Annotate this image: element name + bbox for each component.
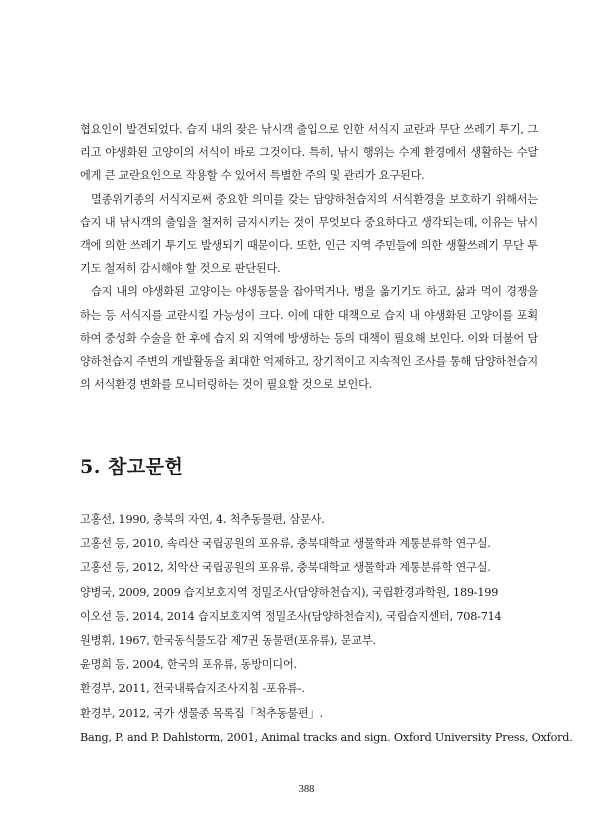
body-paragraph: 멸종위기종의 서식지로써 중요한 의미를 갖는 담양하천습지의 서식환경을 보호하기 위해서는 습지 내 낚시객의 출입을 철저히 금지시키는 것이 무엇보다 중요하다고 생각되는데, 이유는 낚시객에 의한 쓰레기 투기도 발생되기 때문이다. 또한, 인근 지역 주민들에 의한 생활쓰레기 무단 투기도 철저히 감시해야 할 것으로 판단된다.: [80, 192, 538, 276]
reference-item: 원병휘, 1967, 한국동식물도감 제7권 동물편(포유류), 문교부.: [80, 634, 376, 648]
section-heading: 5. 참고문헌: [80, 456, 184, 478]
reference-item: 양병국, 2009, 2009 습지보호지역 정밀조사(담양하천습지), 국립환경과학원, 189-199: [80, 585, 499, 599]
reference-item: 고홍선, 1990, 충북의 자연, 4. 척추동물편, 삼문사.: [80, 513, 325, 526]
reference-item: Bang, P. and P. Dahlstorm, 2001, Animal tracks and sign. Oxford University Press, Oxford.: [80, 730, 573, 744]
body-paragraph: 협요인이 발견되었다. 습지 내의 잦은 낚시객 출입으로 인한 서식지 교란과 무단 쓰레기 투기, 그리고 야생화된 고양이의 서식이 바로 그것이다. 특히, 낚시 행위는 수계 환경에서 생활하는 수달에게 큰 교란요인으로 작용할 수 있어서 특별한 주의 및 관리가 요구된다.: [80, 123, 538, 183]
reference-item: 환경부, 2011, 전국내륙습지조사지침 -포유류-.: [80, 682, 305, 696]
reference-item: 고홍선 등, 2010, 속리산 국립공원의 포유류, 충북대학교 생물학과 계통분류학 연구실.: [80, 537, 491, 551]
reference-item: 윤명희 등, 2004, 한국의 포유류, 동방미디어.: [80, 658, 297, 672]
reference-item: 환경부, 2012, 국가 생물종 목록집「척추동물편」.: [80, 706, 323, 720]
body-paragraph: 습지 내의 야생화된 고양이는 야생동물을 잡아먹거나, 병을 옮기기도 하고, 삶과 먹이 경쟁을 하는 등 서식지를 교란시킬 가능성이 크다. 이에 대한 대책으로 습지 내 야생화된 고양이를 포획하여 중성화 수술을 한 후에 습지 외 지역에 방생하는 등의 대책이 필요해 보인다. 이와 더불어 담양하천습지 주변의 개발활동을 최대한 억제하고, 장기적이고 지속적인 조사를 통해 담양하천습지의 서식환경 변화를 모니터링하는 것이 필요할 것으로 보인다.: [80, 285, 538, 392]
page-number: 388: [298, 784, 315, 795]
reference-item: 이오선 등, 2014, 2014 습지보호지역 정밀조사(담양하천습지), 국립습지센터, 708-714: [80, 609, 502, 623]
body-text: [80, 118, 538, 396]
reference-list: [80, 508, 573, 750]
reference-item: 고홍선 등, 2012, 치악산 국립공원의 포유류, 충북대학교 생물학과 계통분류학 연구실.: [80, 561, 491, 575]
